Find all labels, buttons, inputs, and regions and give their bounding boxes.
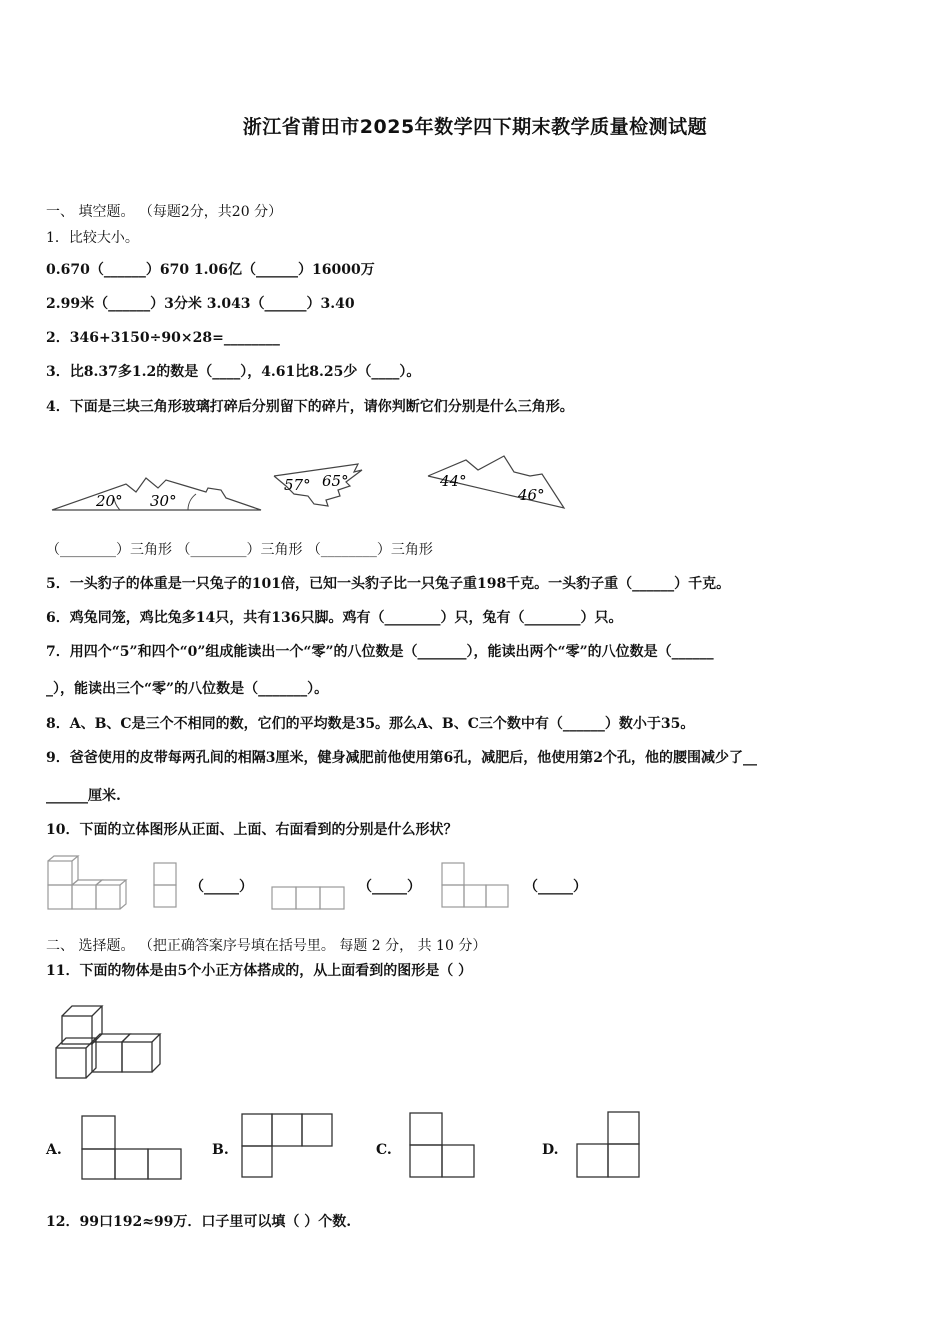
fragment-1	[52, 478, 261, 510]
q2-text: 2．346+3150÷90×28=________	[46, 330, 280, 346]
angle-65: 65°	[322, 472, 349, 490]
q7-line1: 7．用四个“5”和四个“0”组成能读出一个“零”的八位数是（_______），能读出两个“零”的八位数是（______	[46, 644, 714, 660]
q10-blank-1: （_____）	[190, 879, 253, 895]
angle-46: 46°	[518, 486, 545, 504]
fragment-2	[274, 464, 362, 506]
q10-figures	[46, 855, 606, 915]
q1-stem: 1．比较大小。	[46, 230, 139, 246]
angle-30: 30°	[150, 492, 177, 510]
q10-blank-2: （_____）	[358, 879, 421, 895]
option-d-shape[interactable]	[576, 1110, 646, 1180]
option-b-shape[interactable]	[240, 1110, 336, 1180]
triangle-fragments-figure	[46, 440, 576, 520]
page-title: 浙江省莆田市2025年数学四下期末教学质量检测试题	[242, 116, 708, 138]
q10-blank-3: （_____）	[524, 879, 587, 895]
q6-text: 6．鸡兔同笼，鸡比兔多14只，共有136只脚。鸡有（________）只，兔有（________）只。	[46, 610, 623, 626]
q4-answers: （________）三角形 （________）三角形 （________）三角形	[46, 542, 433, 558]
q5-text: 5．一头豹子的体重是一只兔子的101倍，已知一头豹子比一只兔子重198千克。一头豹子重（______）千克。	[46, 576, 731, 592]
option-c-shape[interactable]	[408, 1110, 478, 1180]
section1-header: 一、 填空题。 （每题2分，共20 分）	[46, 204, 283, 220]
q4-text: 4．下面是三块三角形玻璃打碎后分别留下的碎片，请你判断它们分别是什么三角形。	[46, 399, 574, 415]
q9-line1: 9．爸爸使用的皮带每两孔间的相隔3厘米，健身减肥前他使用第6孔，减肥后，他使用第2个孔，他的腰围减少了__	[46, 750, 757, 766]
q12-text: 12．99口192≈99万．口子里可以填（ ）个数.	[46, 1214, 352, 1230]
q3-text: 3．比8.37多1.2的数是（____），4.61比8.25少（____）。	[46, 364, 421, 380]
angle-57: 57°	[284, 476, 311, 494]
q11-text: 11．下面的物体是由5个小正方体搭成的，从上面看到的图形是（ ）	[46, 963, 473, 979]
option-a-label[interactable]: A.	[46, 1142, 62, 1158]
q10-top-view	[272, 887, 344, 909]
fragment-3	[428, 456, 564, 508]
q8-text: 8．A、B、C是三个不相同的数，它们的平均数是35。那么A、B、C三个数中有（______）数小于35。	[46, 716, 695, 732]
q9-line2: ______厘米.	[46, 788, 121, 804]
option-b-label[interactable]: B.	[212, 1142, 229, 1158]
option-c-label[interactable]: C.	[376, 1142, 392, 1158]
q1-line2: 2.99米（______）3分米 3.043（______）3.40	[46, 296, 355, 312]
q1-line1: 0.670（______）670 1.06亿（______）16000万	[46, 262, 375, 278]
q11-cube-figure	[46, 1000, 176, 1086]
angle-20: 20°	[96, 492, 123, 510]
q10-3d-figure	[48, 856, 126, 909]
q10-right-view	[442, 863, 508, 907]
q10-text: 10．下面的立体图形从正面、上面、右面看到的分别是什么形状？	[46, 822, 458, 838]
q10-front-view	[154, 863, 176, 907]
q7-line2: _），能读出三个“零”的八位数是（_______）。	[46, 681, 329, 697]
option-a-shape[interactable]	[80, 1112, 184, 1182]
option-d-label[interactable]: D.	[542, 1142, 559, 1158]
section2-header: 二、 选择题。 （把正确答案序号填在括号里。 每题 2 分， 共 10 分）	[46, 938, 487, 954]
angle-44: 44°	[440, 472, 467, 490]
